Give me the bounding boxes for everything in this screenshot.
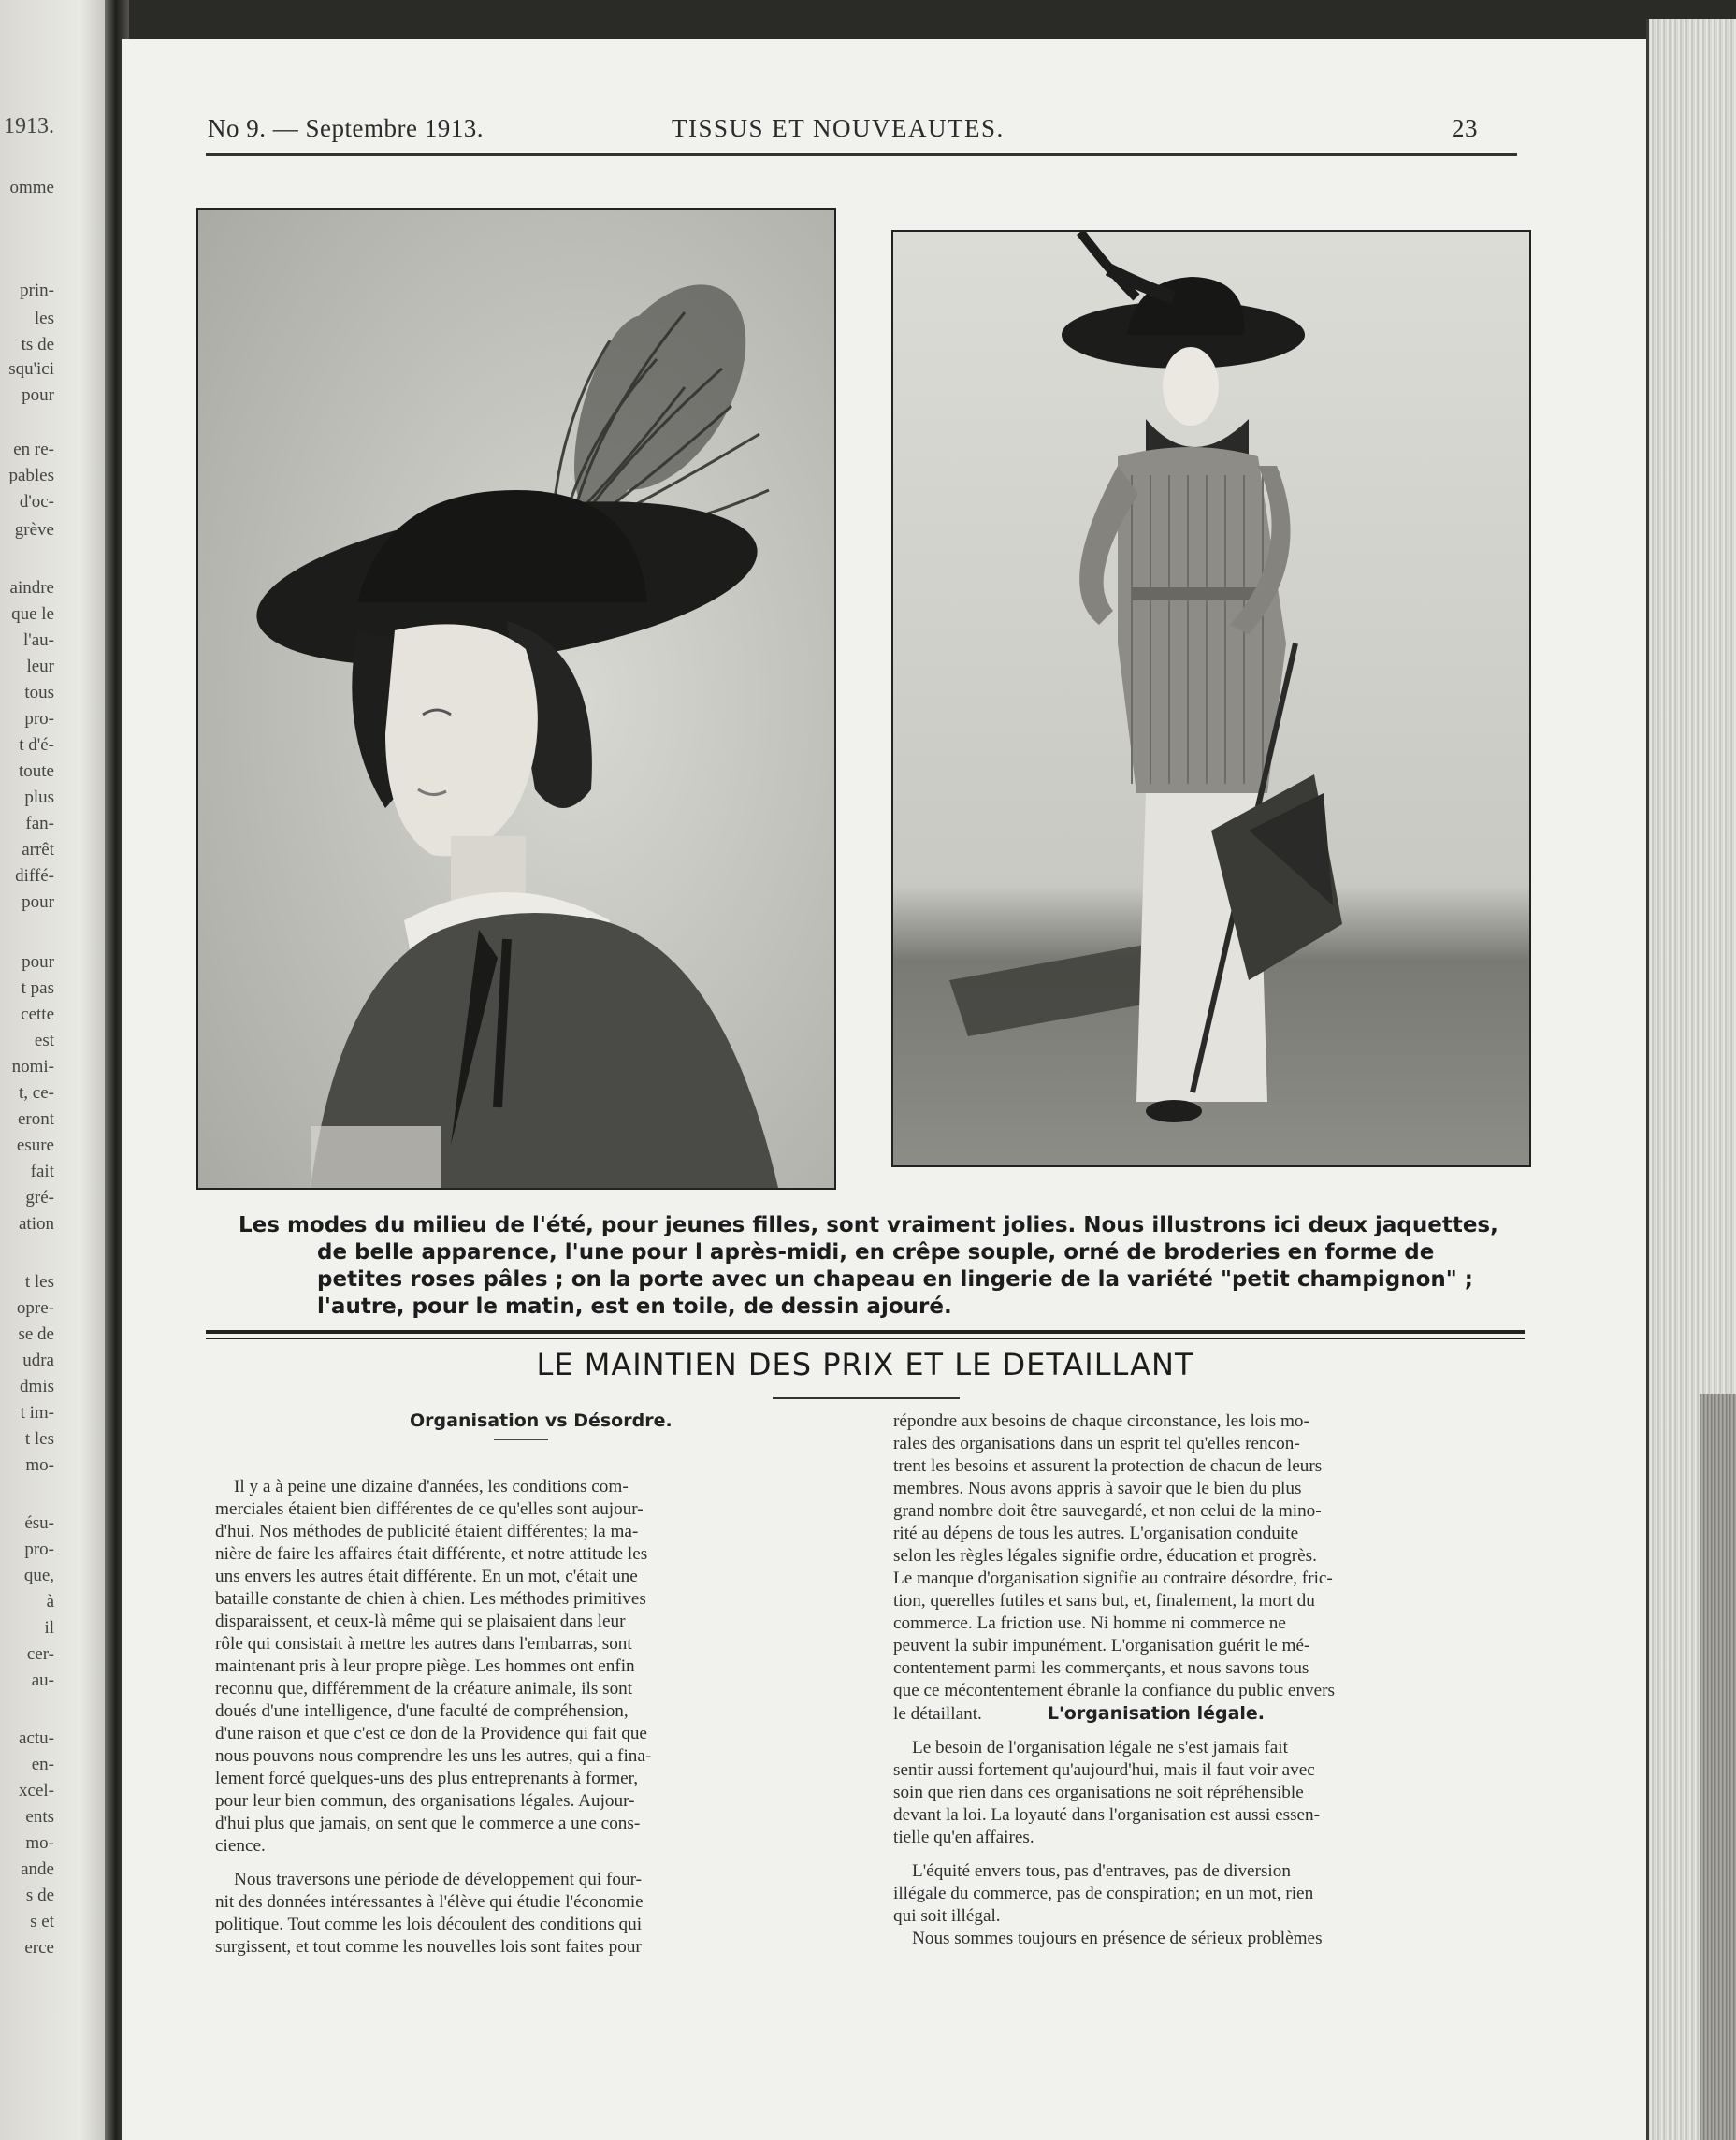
paragraph-gap (893, 1726, 1529, 1737)
page-stack-shadow (1700, 1394, 1736, 2140)
facing-page-text-fragment: ation (19, 1214, 54, 1234)
article-title: LE MAINTIEN DES PRIX ET LE DETAILLANT (536, 1347, 1194, 1382)
facing-page-text-fragment: au- (31, 1670, 54, 1690)
text-line: que ce mécontentement ébranle la confiance du public envers (893, 1681, 1336, 1700)
text-line: lement forcé quelques-uns des plus entreprenants à former, (215, 1769, 639, 1788)
text-line: L'équité envers tous, pas d'entraves, pas de diversion (912, 1861, 1291, 1881)
facing-page-text-fragment: les (34, 309, 54, 328)
text-line: uns envers les autres était différente. En un mot, c'était une (215, 1567, 638, 1586)
facing-page-text-fragment: ents (25, 1807, 54, 1827)
facing-page-text-fragment: squ'ici (8, 359, 54, 379)
photo-standing-woman-parasol (891, 230, 1531, 1167)
facing-page-text-fragment: en- (31, 1755, 54, 1774)
facing-page-text-fragment: esure (16, 1135, 54, 1155)
text-line: nière de faire les affaires était différente, et notre attitude les (215, 1544, 648, 1564)
header-rule (206, 153, 1517, 156)
text-line: rales des organisations dans un esprit tel qu'elles rencon- (893, 1434, 1300, 1453)
article-subhead: Organisation vs Désordre. (410, 1410, 673, 1431)
text-line: selon les règles légales signifie ordre, éducation et progrès. (893, 1546, 1317, 1566)
text-line: le détaillant. (893, 1704, 982, 1724)
facing-page-text-fragment: il (44, 1618, 54, 1638)
facing-page-text-fragment: actu- (19, 1728, 54, 1748)
text-line: doués d'une intelligence, d'une faculté de compréhension, (215, 1701, 629, 1721)
text-line: grand nombre doit être sauvegardé, et non celui de la mino- (893, 1501, 1322, 1521)
facing-page-text-fragment: t im- (20, 1403, 54, 1423)
paragraph-gap (893, 1849, 1529, 1860)
photo-portrait-feather-hat (196, 208, 836, 1190)
text-line: merciales étaient bien différentes de ce qu'elles sont aujour- (215, 1499, 644, 1519)
caption-line-4: l'autre, pour le matin, est en toile, de dessin ajouré. (317, 1294, 952, 1319)
portrait-illustration (198, 210, 834, 1188)
facing-page-text-fragment: plus (24, 788, 54, 807)
paragraph-gap (215, 1858, 842, 1869)
facing-page-text-fragment: dmis (20, 1377, 54, 1396)
caption-line-3: petites roses pâles ; on la porte avec un chapeau en lingerie de la variété "petit champignon" ; (317, 1267, 1473, 1292)
facing-page-text-fragment: l'au- (23, 630, 54, 650)
facing-page-text-fragment: que le (11, 604, 54, 624)
facing-page-text-fragment: pro- (24, 709, 54, 729)
facing-page-text-fragment: opre- (16, 1298, 54, 1318)
text-line: Le besoin de l'organisation légale ne s'est jamais fait (912, 1738, 1288, 1757)
facing-page-text-fragment: t pas (21, 978, 54, 998)
facing-page-text-fragment: t les (24, 1429, 54, 1449)
facing-page-text-fragment: pro- (24, 1540, 54, 1559)
facing-page-text-fragment: fan- (25, 814, 54, 833)
facing-page-text-fragment: xcel- (19, 1781, 54, 1800)
subhead-rule (494, 1439, 548, 1440)
facing-page-text-fragment: pour (22, 385, 54, 405)
text-line: trent les besoins et assurent la protection de chacun de leurs (893, 1456, 1323, 1476)
facing-page-text-fragment: grève (14, 520, 54, 540)
facing-page-text-fragment: pables (8, 466, 54, 485)
facing-page-text-fragment: pour (22, 952, 54, 972)
text-line: Le manque d'organisation signifie au contraire désordre, fric- (893, 1569, 1333, 1588)
facing-page-text-fragment: cette (21, 1005, 54, 1024)
facing-page-text-fragment: à (46, 1592, 54, 1612)
text-line: qui soit illégal. (893, 1906, 1001, 1926)
facing-page-text-fragment: ande (21, 1859, 54, 1879)
facing-page-text-fragment: t d'é- (19, 735, 54, 755)
text-line: sentir aussi fortement qu'aujourd'hui, mais il faut voir avec (893, 1760, 1315, 1780)
text-line: contentement parmi les commerçants, et nous savons tous (893, 1658, 1309, 1678)
issue-info: No 9. — Septembre 1913. (208, 114, 484, 142)
facing-page-text-fragment: pour (22, 892, 54, 912)
facing-page-text-fragment: d'oc- (19, 492, 54, 512)
text-line: reconnu que, différemment de la créature animale, ils sont (215, 1679, 633, 1699)
facing-page-text-fragment: mo- (25, 1833, 54, 1853)
text-line: peuvent la subir impunément. L'organisation guérit le mé- (893, 1636, 1310, 1656)
facing-page-text-fragment: toute (19, 761, 54, 781)
text-line: tion, querelles futiles et sans but, et, finalement, la mort du (893, 1591, 1315, 1611)
facing-page-text-fragment: nomi- (11, 1057, 54, 1077)
facing-page-text-fragment: ésu- (24, 1513, 54, 1533)
text-line: Il y a à peine une dizaine d'années, les conditions com- (234, 1477, 629, 1497)
facing-page-text-fragment: diffé- (15, 866, 54, 886)
caption-line-1: Les modes du milieu de l'été, pour jeunes filles, sont vraiment jolies. Nous illustrons ici deux jaquettes, (239, 1213, 1498, 1237)
facing-page-text-fragment: cer- (26, 1644, 54, 1664)
text-line: illégale du commerce, pas de conspiration; en un mot, rien (893, 1884, 1314, 1903)
facing-page-text-fragment: leur (26, 657, 54, 676)
facing-page-text-fragment: 1913. (4, 114, 54, 138)
facing-page-text-fragment: omme (9, 178, 54, 197)
facing-page-text-fragment: que, (23, 1566, 54, 1585)
text-line: rôle qui consistait à mettre les autres dans l'embarras, sont (215, 1634, 632, 1654)
standing-figure-illustration (893, 232, 1529, 1165)
section-rule-bottom (206, 1338, 1525, 1339)
text-line: membres. Nous avons appris à savoir que le bien du plus (893, 1479, 1302, 1498)
text-line: d'hui. Nos méthodes de publicité étaient différentes; la ma- (215, 1522, 639, 1541)
facing-page-text-fragment: udra (22, 1351, 54, 1370)
facing-page-text-fragment: aindre (9, 578, 54, 598)
text-line: bataille constante de chien à chien. Les méthodes primitives (215, 1589, 646, 1609)
article-column-right (893, 1410, 1529, 1950)
facing-page-text-fragment: est (34, 1031, 54, 1050)
text-line: politique. Tout comme les lois découlent des conditions qui (215, 1915, 643, 1934)
caption-line-2: de belle apparence, l'une pour l après-midi, en crêpe souple, orné de broderies en forme de (317, 1240, 1435, 1265)
text-line: tielle qu'en affaires. (893, 1828, 1034, 1847)
text-line: commerce. La friction use. Ni homme ni commerce ne (893, 1613, 1286, 1633)
photo-caption (239, 1212, 1539, 1321)
text-line: d'une raison et que c'est ce don de la Providence qui fait que (215, 1724, 647, 1743)
page-number: 23 (1452, 114, 1478, 142)
article-subhead-2: L'organisation légale. (1047, 1703, 1266, 1724)
title-rule (773, 1397, 960, 1399)
text-line: Nous sommes toujours en présence de sérieux problèmes (912, 1929, 1323, 1948)
facing-page-text-fragment: ts de (21, 335, 54, 354)
text-line-with-subhead (893, 1702, 1529, 1726)
text-line: soin que rien dans ces organisations ne soit répréhensible (893, 1783, 1304, 1802)
facing-page-fragment (0, 0, 114, 2140)
publication-title: TISSUS ET NOUVEAUTES. (672, 114, 1005, 142)
text-line: Nous traversons une période de développement qui four- (234, 1870, 643, 1889)
facing-page-text-fragment: mo- (25, 1455, 54, 1475)
facing-page-text-fragment: gré- (25, 1188, 54, 1207)
facing-page-text-fragment: s et (30, 1912, 54, 1931)
facing-page-text-fragment: s de (25, 1886, 54, 1905)
facing-page-text-fragment: en re- (13, 440, 54, 459)
facing-page-text-fragment: eront (17, 1109, 54, 1129)
article-column-left (215, 1476, 842, 1959)
facing-page-text-fragment: arrêt (22, 840, 54, 860)
facing-page-text-fragment: t, ce- (19, 1083, 54, 1103)
text-line: surgissent, et tout comme les nouvelles lois sont faites pour (215, 1937, 642, 1957)
text-line: devant la loi. La loyauté dans l'organisation est aussi essen- (893, 1805, 1321, 1825)
facing-page-text-fragment: prin- (20, 281, 54, 300)
text-line: maintenant pris à leur propre piège. Les hommes ont enfin (215, 1656, 635, 1676)
text-line: nous pouvons nous comprendre les uns les autres, qui a fina- (215, 1746, 652, 1766)
facing-page-text-fragment: fait (30, 1162, 54, 1181)
text-line: cience. (215, 1836, 266, 1856)
text-line: d'hui plus que jamais, on sent que le commerce a une cons- (215, 1814, 641, 1833)
facing-page-text-fragment: se de (18, 1324, 54, 1344)
text-line: répondre aux besoins de chaque circonstance, les lois mo- (893, 1411, 1309, 1431)
text-line: nit des données intéressantes à l'élève qui étudie l'économie (215, 1892, 644, 1912)
text-line: pour leur bien commun, des organisations légales. Aujour- (215, 1791, 635, 1811)
facing-page-text-fragment: t les (24, 1272, 54, 1292)
facing-page-text-fragment: tous (24, 683, 54, 702)
facing-page-text-fragment: erce (24, 1938, 54, 1958)
text-line: disparaissent, et ceux-là même qui se plaisaient dans leur (215, 1612, 626, 1631)
text-line: rité au dépens de tous les autres. L'organisation conduite (893, 1524, 1299, 1543)
section-rule-top (206, 1330, 1525, 1334)
